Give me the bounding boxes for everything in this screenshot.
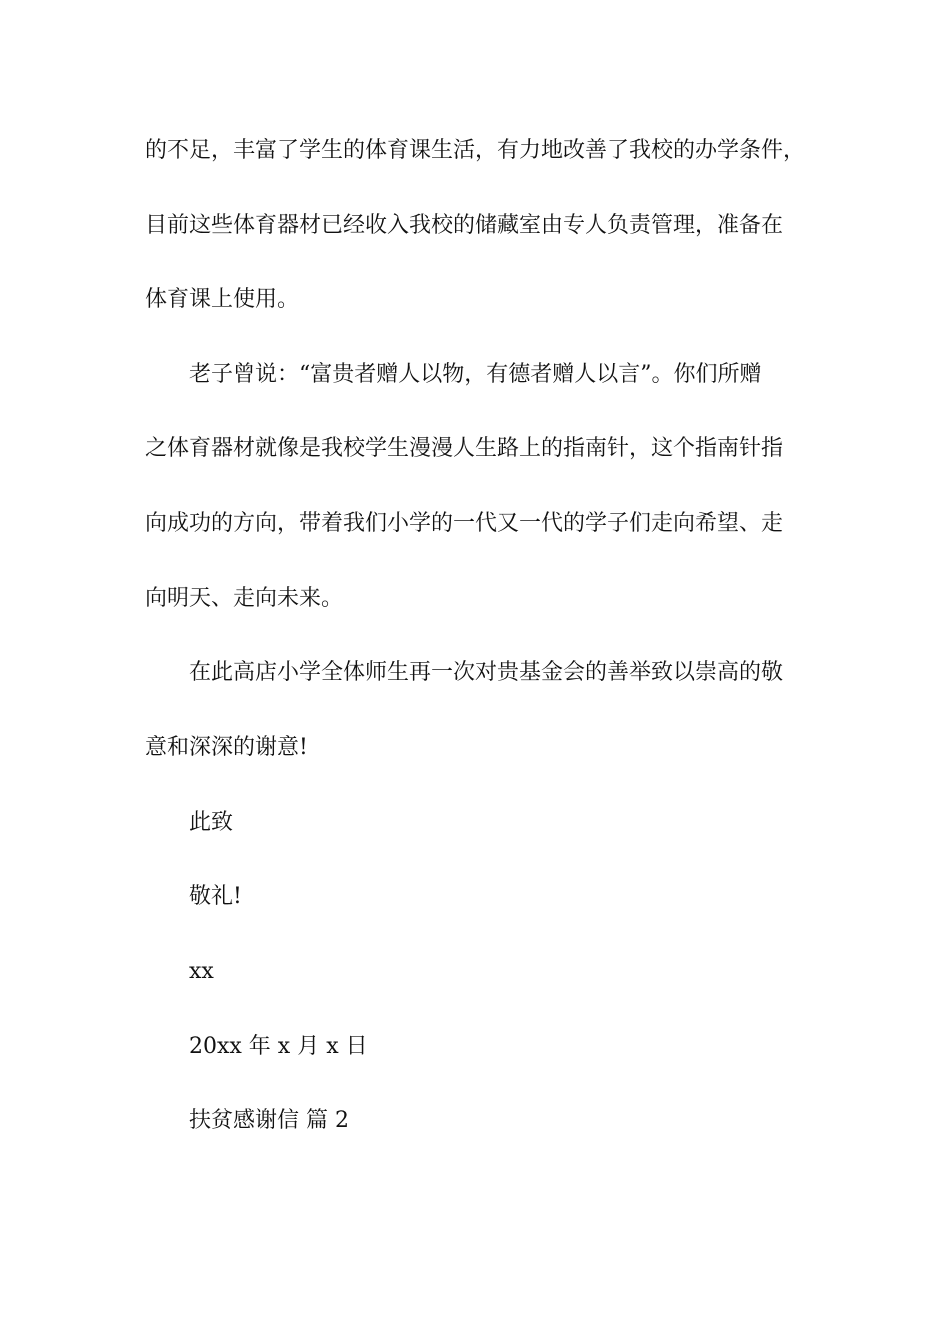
closing-salutation: 此致 [189,810,234,835]
section-title: 扶贫感谢信 篇 2 [189,1108,349,1133]
closing-regards: 敬礼! [189,884,242,909]
paragraph-line-8: 在此高店小学全体师生再一次对贵基金会的善举致以崇高的敬 [189,660,784,685]
paragraph-line-1: 的不足，丰富了学生的体育课生活，有力地改善了我校的办学条件， [145,138,806,163]
paragraph-line-3: 体育课上使用。 [145,287,300,312]
paragraph-line-7: 向明天、走向未来。 [145,586,344,611]
paragraph-line-9: 意和深深的谢意! [145,735,308,760]
paragraph-line-4: 老子曾说：“富贵者赠人以物，有德者赠人以言”。你们所赠 [189,362,762,387]
signature-date: 20xx 年 x 月 x 日 [189,1034,368,1059]
paragraph-line-5: 之体育器材就像是我校学生漫漫人生路上的指南针，这个指南针指 [145,436,784,461]
signature-name: xx [189,959,214,984]
paragraph-line-6: 向成功的方向，带着我们小学的一代又一代的学子们走向希望、走 [145,511,784,536]
paragraph-line-2: 目前这些体育器材已经收入我校的储藏室由专人负责管理，准备在 [145,213,784,238]
